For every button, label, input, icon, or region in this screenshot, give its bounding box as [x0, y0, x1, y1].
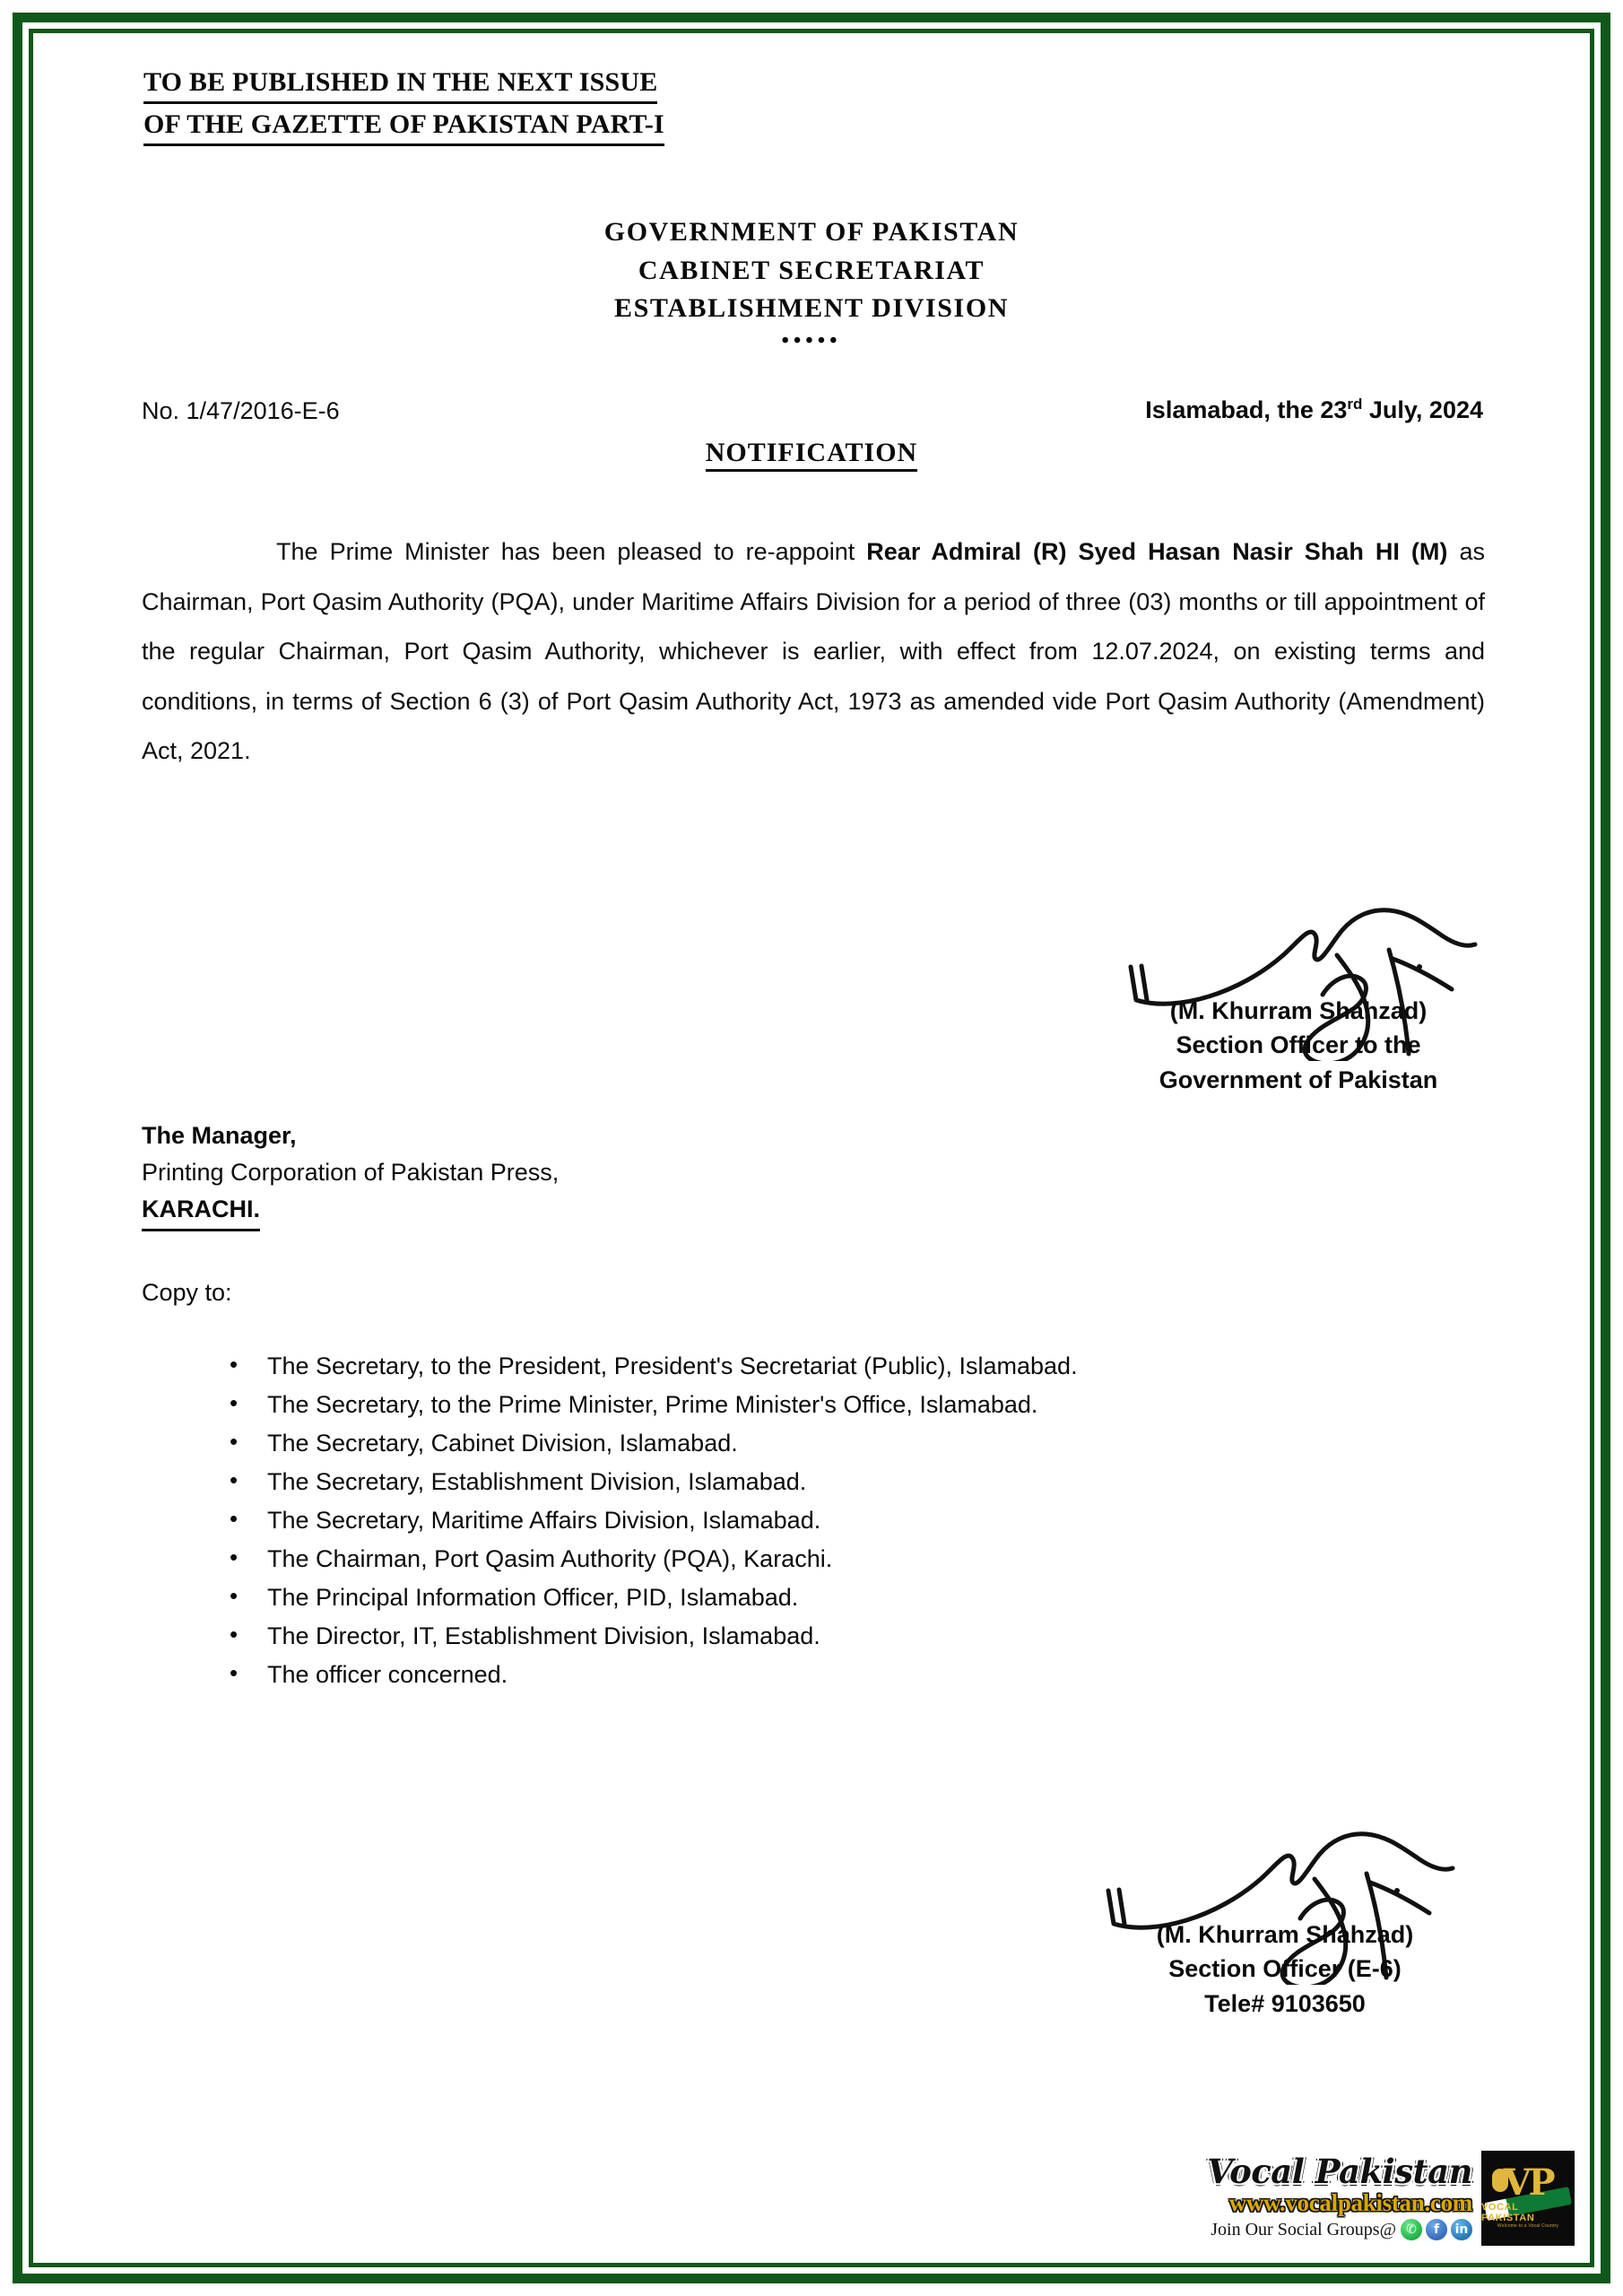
letterhead-secretariat: CABINET SECRETARIAT: [638, 255, 985, 285]
list-item: • The Chairman, Port Qasim Authority (PQA), Karachi.: [267, 1547, 1078, 1571]
list-item: • The Director, IT, Establishment Division, Islamabad.: [267, 1624, 1078, 1648]
body-segment-2: as Chairman, Port Qasim Authority (PQA), under Maritime Affairs Division for a period of three (03) months or till appointment of the regular Chairman, Port Qasim Authority, whichever is earlier, with effect from 12.07.2024, on existing terms and conditions, in terms of Section 6 (3) of Port Qasim Authority Act, 1973 as amended vide Port Qasim Authority (Amendment) Act, 2021.: [142, 538, 1485, 765]
date-ordinal-suffix: rd: [1347, 396, 1363, 413]
letterhead-government: GOVERNMENT OF PAKISTAN: [603, 217, 1020, 247]
letterhead: [43, 213, 1580, 352]
letterhead-division: ESTABLISHMENT DIVISION: [613, 293, 1010, 324]
reference-number: No. 1/47/2016-E-6: [142, 397, 340, 424]
list-item: • The officer concerned.: [267, 1663, 1078, 1687]
copy-to-label: Copy to:: [142, 1279, 232, 1306]
vocal-pakistan-logo-badge: [1481, 2151, 1575, 2246]
place-date-prefix: Islamabad, the 23: [1145, 396, 1348, 423]
notification-body-paragraph: [142, 527, 1485, 777]
letterhead-dots-ornament: •••••: [781, 328, 842, 352]
facebook-icon[interactable]: f: [1426, 2219, 1447, 2240]
signatory-name-bottom: (M. Khurram Shahzad): [1156, 1921, 1414, 1948]
signatory-designation-top: Section Officer to the: [1176, 1031, 1421, 1059]
addressee-city: KARACHI.: [142, 1191, 260, 1231]
signature-block-bottom: [1092, 1918, 1478, 2021]
addressee-line-2: Printing Corporation of Pakistan Press,: [142, 1159, 560, 1187]
watermark-social-row: [1207, 2219, 1472, 2240]
badge-monogram: VP: [1503, 2161, 1553, 2205]
document-sheet: [43, 43, 1580, 2253]
watermark-website-url[interactable]: www.vocalpakistan.com: [1228, 2188, 1472, 2216]
vocal-pakistan-watermark: [1198, 2151, 1575, 2246]
badge-brand-name: VOCAL PAKISTAN: [1481, 2201, 1535, 2223]
linkedin-icon[interactable]: in: [1451, 2219, 1472, 2240]
watermark-social-icons: [1401, 2219, 1472, 2240]
list-item: • The Secretary, Establishment Division, Islamabad.: [267, 1470, 1078, 1494]
whatsapp-icon[interactable]: ✆: [1401, 2219, 1422, 2240]
place-and-date: [1145, 396, 1483, 424]
notification-heading: [43, 438, 1580, 468]
appointee-name: Rear Admiral (R) Syed Hasan Nasir Shah HI (M): [866, 538, 1448, 565]
addressee-block: [142, 1118, 559, 1231]
signatory-name-top: (M. Khurram Shahzad): [1169, 997, 1428, 1024]
list-item: • The Principal Information Officer, PID, Islamabad.: [267, 1586, 1078, 1610]
signatory-telephone: Tele# 9103650: [1204, 1989, 1366, 2017]
watermark-brand-name: Vocal Pakistan: [1207, 2152, 1472, 2192]
publish-notice: [143, 65, 664, 149]
signatory-organization-top: Government of Pakistan: [1159, 1065, 1438, 1093]
place-date-suffix: July, 2024: [1362, 396, 1483, 423]
badge-tagline: Welcome to a Vocal Country: [1497, 2222, 1559, 2229]
body-segment-1: The Prime Minister has been pleased to re-appoint: [276, 538, 867, 565]
addressee-line-1: The Manager,: [142, 1122, 297, 1149]
watermark-text-group: [1198, 2151, 1481, 2246]
list-item: • The Secretary, to the President, President's Secretariat (Public), Islamabad.: [267, 1354, 1078, 1378]
publish-notice-line-2: OF THE GAZETTE OF PAKISTAN PART-I: [143, 107, 664, 146]
signature-block-top: [1110, 994, 1487, 1097]
list-item: • The Secretary, Cabinet Division, Islamabad.: [267, 1431, 1078, 1456]
list-item: • The Secretary, to the Prime Minister, Prime Minister's Office, Islamabad.: [267, 1393, 1078, 1417]
copy-to-list: [213, 1354, 1078, 1701]
publish-notice-line-1: TO BE PUBLISHED IN THE NEXT ISSUE: [143, 65, 657, 104]
list-item: • The Secretary, Maritime Affairs Division, Islamabad.: [267, 1509, 1078, 1533]
watermark-join-text: Join Our Social Groups@: [1211, 2219, 1396, 2239]
signatory-designation-bottom: Section Officer (E-6): [1168, 1955, 1402, 1983]
notification-heading-text: NOTIFICATION: [706, 438, 917, 472]
